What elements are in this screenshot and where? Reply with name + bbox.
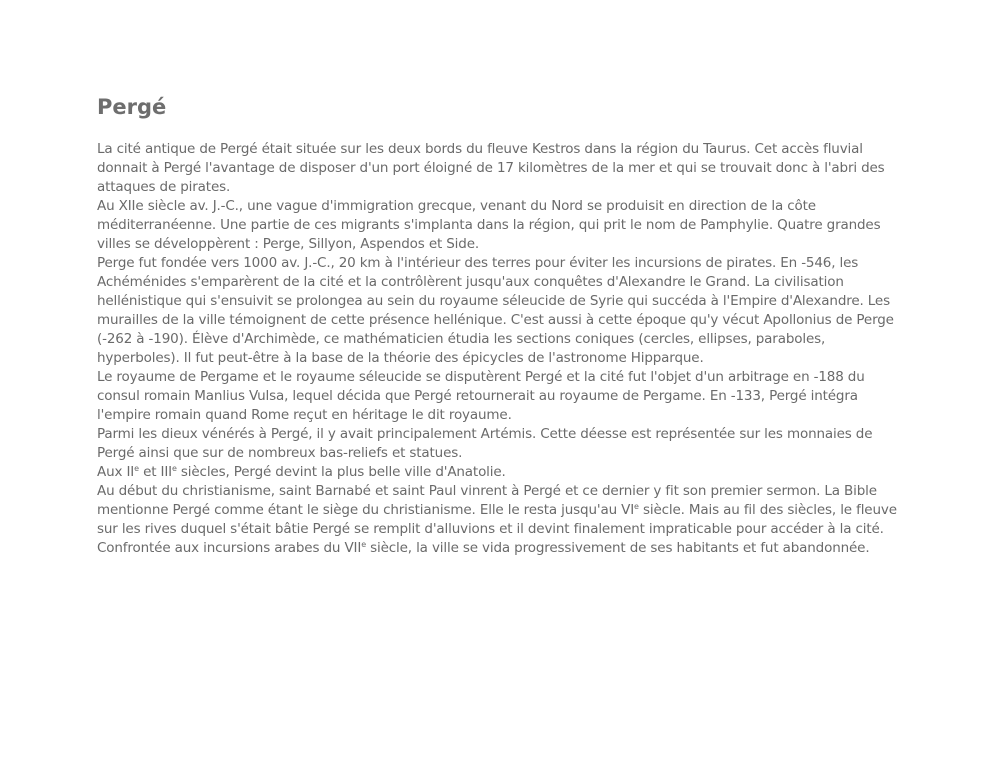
- paragraph-abandonment: [97, 539, 905, 558]
- superscript: e: [361, 540, 366, 549]
- paragraph-location: La cité antique de Pergé était située sur les deux bords du fleuve Kestros dans la région du Taurus. Cet accès fluvial donnait à Pergé l'avantage de disposer d'un port éloigné de 17 kilomètres de la mer et qui se trouvait donc à l'abri des attaques de pirates.: [97, 141, 885, 195]
- document-body: [97, 140, 905, 558]
- text-segment: siècle, la ville se vida progressivement de ses habitants et fut abandonnée.: [365, 540, 870, 556]
- paragraph-foundation: Perge fut fondée vers 1000 av. J.-C., 20 km à l'intérieur des terres pour éviter les incursions de pirates. En -546, les Achéménides s'emparèrent de la cité et la contrôlèrent jusqu'aux conquêtes d'Alexandre le Grand. La civilisation hellénistique qui s'ensuivit se prolongea au sein du royaume séleucide de Syrie qui succéda à l'Empire d'Alexandre. Les murailles de la ville témoignent de cette présence hellénique. C'est aussi à cette époque qu'y vécut Apollonius de Perge (-262 à -190). Élève d'Archimède, ce mathématicien étudia les sections coniques (cercles, ellipses, paraboles, hyperboles). Il fut peut-être à la base de la théorie des épicycles de l'astronome Hipparque.: [97, 255, 894, 366]
- superscript: e: [134, 464, 139, 473]
- page-title: Pergé: [97, 95, 167, 119]
- text-segment: siècles, Pergé devint la plus belle ville d'Anatolie.: [176, 464, 506, 480]
- paragraph-greek-immigration: Au XIIe siècle av. J.-C., une vague d'immigration grecque, venant du Nord se produisit en direction de la côte méditerranéenne. Une partie de ces migrants s'implanta dans la région, qui prit le nom de Pamphylie. Quatre grandes villes se développèrent : Perge, Sillyon, Aspendos et Side.: [97, 198, 881, 252]
- text-segment: siècle. Mais au fil des siècles, le fleuve sur les rives duquel s'était bâtie Pergé se remplit d'alluvions et il devint finalement impraticable pour accéder à la cité.: [97, 502, 897, 537]
- superscript: e: [634, 502, 639, 511]
- text-segment: Aux II: [97, 464, 135, 480]
- text-segment: et III: [138, 464, 172, 480]
- document-page: [97, 92, 905, 558]
- paragraph-christianity: [97, 482, 905, 539]
- paragraph-artemis: Parmi les dieux vénérés à Pergé, il y avait principalement Artémis. Cette déesse est représentée sur les monnaies de Pergé ainsi que sur de nombreux bas-reliefs et statues.: [97, 426, 873, 461]
- text-segment: Au début du christianisme, saint Barnabé et saint Paul vinrent à Pergé et ce dernier y fit son premier sermon. La Bible mentionne Pergé comme étant le siège du christianisme. Elle le resta jusqu'au VI: [97, 483, 877, 518]
- superscript: e: [172, 464, 177, 473]
- paragraph-anatolia: [97, 463, 905, 482]
- text-segment: Confrontée aux incursions arabes du VII: [97, 540, 362, 556]
- paragraph-pergamon: Le royaume de Pergame et le royaume séleucide se disputèrent Pergé et la cité fut l'objet d'un arbitrage en -188 du consul romain Manlius Vulsa, lequel décida que Pergé retournerait au royaume de Pergame. En -133, Pergé intégra l'empire romain quand Rome reçut en héritage le dit royaume.: [97, 369, 865, 423]
